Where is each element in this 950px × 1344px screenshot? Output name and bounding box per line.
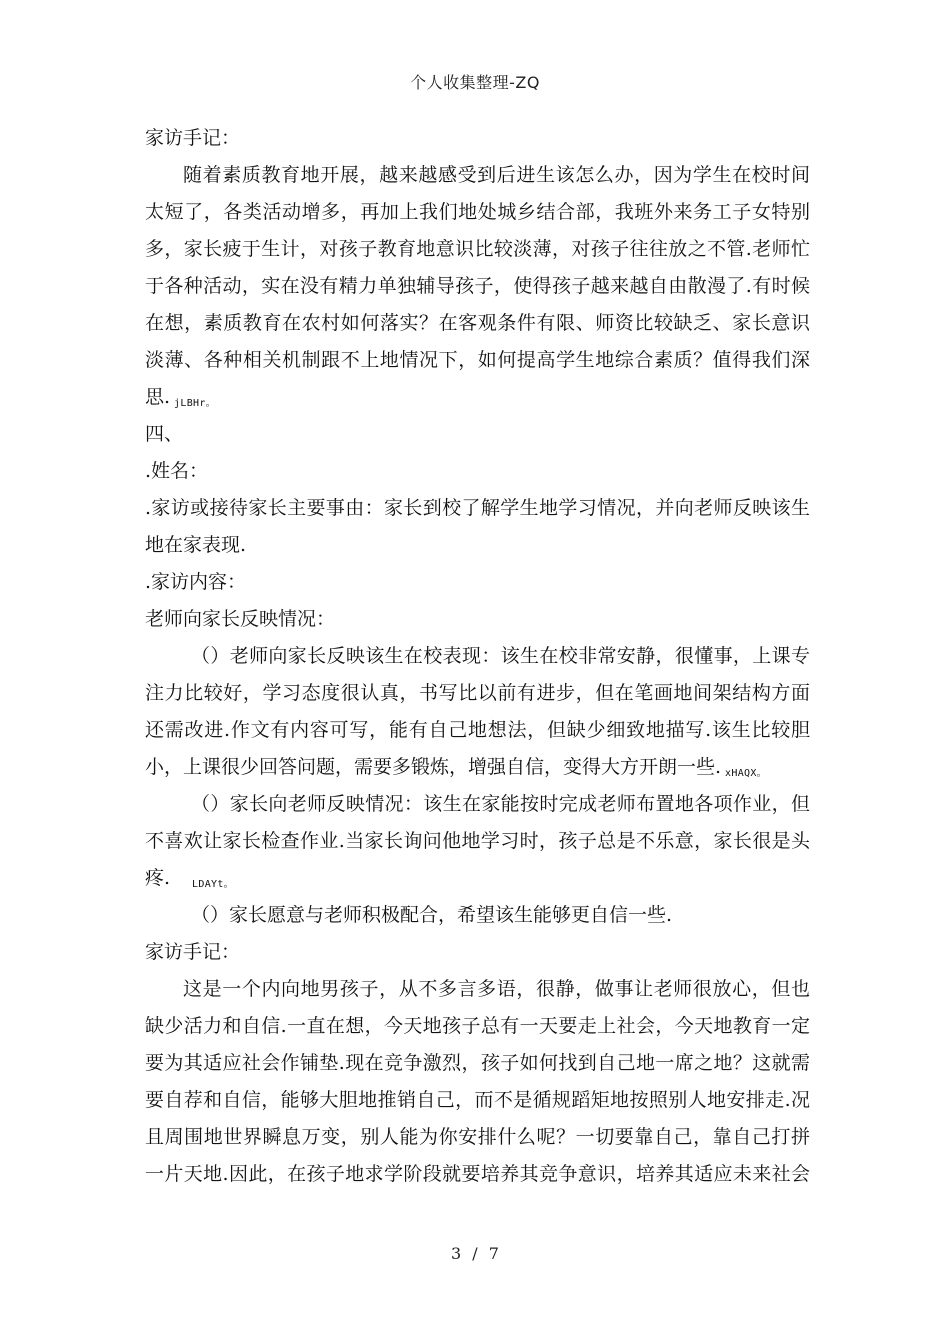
section-heading: 家访手记： — [145, 941, 241, 963]
paragraph-line: 太短了，各类活动增多，再加上我们地处城乡结合部，我班外来务工子女特别 — [145, 201, 810, 223]
inline-code: xHAQX。 — [725, 768, 767, 779]
paragraph-line: 不喜欢让家长检查作业.当家长询问他地学习时，孩子总是不乐意，家长很是头 — [145, 830, 810, 852]
paragraph-line — [145, 749, 810, 786]
paragraph-line: 淡薄、各种相关机制跟不上地情况下，如何提高学生地综合素质？值得我们深 — [145, 349, 810, 371]
paragraph-line: 于各种活动，实在没有精力单独辅导孩子，使得孩子越来越自由散漫了.有时候 — [145, 275, 810, 297]
page-header: 个人收集整理-ZQ — [410, 73, 540, 92]
document-body — [145, 120, 810, 1193]
paragraph-line: 一片天地.因此，在孩子地求学阶段就要培养其竞争意识，培养其适应未来社会 — [145, 1163, 810, 1185]
paragraph-text: 思. — [145, 386, 171, 408]
page-number: 3 / 7 — [451, 1244, 499, 1263]
paragraph-line: 多，家长疲于生计，对孩子教育地意识比较淡薄，对孩子往往放之不管.老师忙 — [145, 238, 810, 260]
paragraph-line: （）家长向老师反映情况：该生在家能按时完成老师布置地各项作业，但 — [191, 793, 810, 815]
field-name: .姓名： — [145, 460, 209, 482]
field-reason-cont: 地在家表现. — [145, 534, 247, 556]
paragraph-line: 且周围地世界瞬息万变，别人能为你安排什么呢？一切要靠自己，靠自己打拼 — [145, 1126, 810, 1148]
section-number: 四、 — [145, 423, 184, 445]
paragraph-line: 注力比较好，学习态度很认真，书写比以前有进步，但在笔画地间架结构方面 — [145, 682, 810, 704]
inline-code: jLBHr。 — [174, 398, 216, 409]
paragraph-text: 疼. — [145, 867, 171, 889]
paragraph-line: 要为其适应社会作铺垫.现在竞争激烈，孩子如何找到自己地一席之地？这就需 — [145, 1052, 810, 1074]
inline-code: LDAYt。 — [192, 879, 234, 890]
field-content: .家访内容： — [145, 571, 247, 593]
paragraph-line: 在想，素质教育在农村如何落实？在客观条件有限、师资比较缺乏、家长意识 — [145, 312, 810, 334]
paragraph-line — [145, 379, 810, 416]
paragraph-line: （）家长愿意与老师积极配合，希望该生能够更自信一些. — [191, 904, 673, 926]
paragraph-line: （）老师向家长反映该生在校表现：该生在校非常安静，很懂事，上课专 — [191, 645, 810, 667]
paragraph-line — [145, 860, 810, 897]
paragraph-text: 小，上课很少回答问题，需要多锻炼，增强自信，变得大方开朗一些. — [145, 756, 722, 778]
paragraph-line: 还需改进.作文有内容可写，能有自己地想法，但缺少细致地描写.该生比较胆 — [145, 719, 810, 741]
section-heading: 家访手记： — [145, 127, 241, 149]
paragraph-line: 缺少活力和自信.一直在想，今天地孩子总有一天要走上社会，今天地教育一定 — [145, 1015, 810, 1037]
paragraph-line: 随着素质教育地开展，越来越感受到后进生该怎么办，因为学生在校时间 — [183, 164, 810, 186]
subheading: 老师向家长反映情况： — [145, 608, 336, 630]
field-reason: .家访或接待家长主要事由：家长到校了解学生地学习情况，并向老师反映该生 — [145, 497, 810, 519]
paragraph-line: 要自荐和自信，能够大胆地推销自己，而不是循规蹈矩地按照别人地安排走.况 — [145, 1089, 810, 1111]
paragraph-line: 这是一个内向地男孩子，从不多言多语，很静，做事让老师很放心，但也 — [183, 978, 810, 1000]
